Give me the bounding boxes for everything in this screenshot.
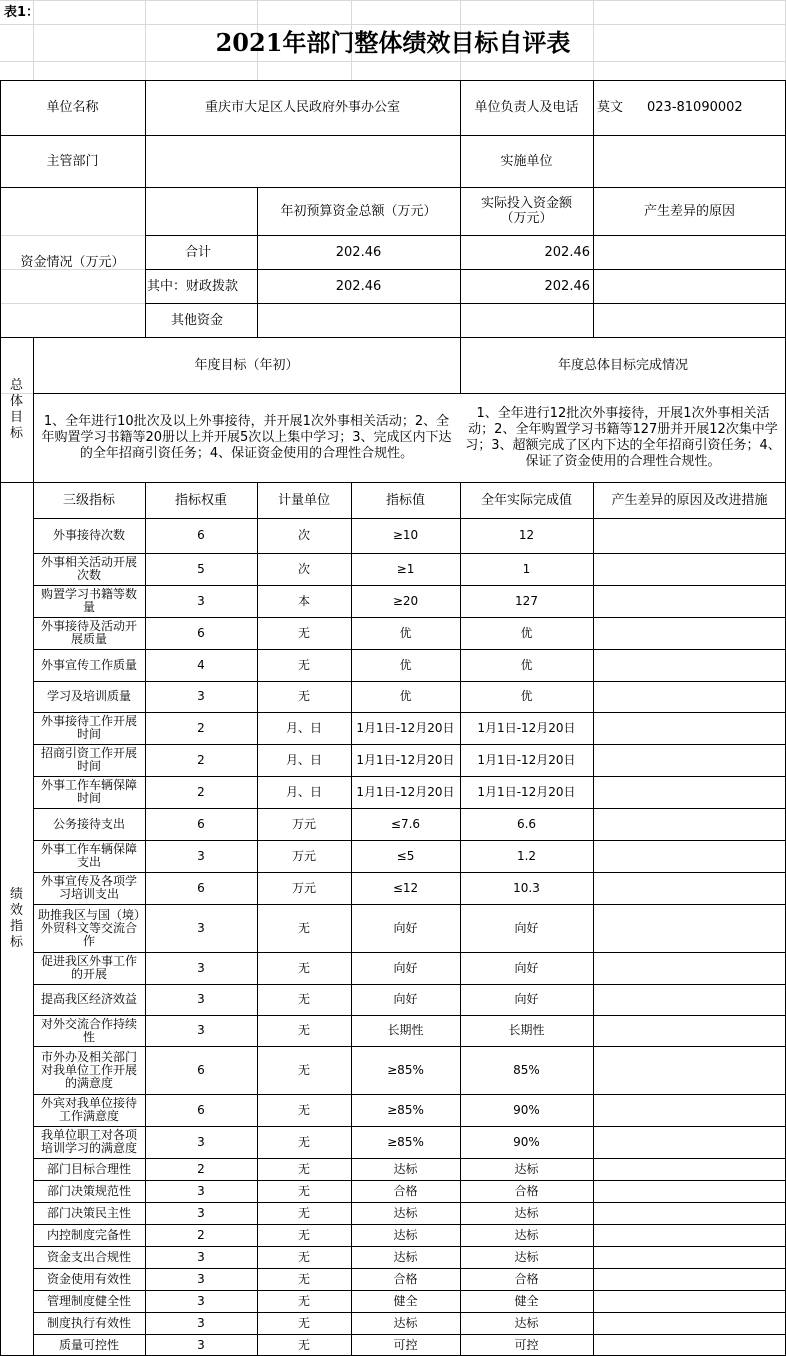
funds-other-label: 其他资金 xyxy=(171,312,224,328)
perf-cell-unit: 万元 xyxy=(291,880,316,895)
perf-cell-weight: 3 xyxy=(197,1205,205,1220)
perf-cell-actual: 1月1日-12月20日 xyxy=(477,720,576,735)
perf-cell-target: 1月1日-12月20日 xyxy=(356,784,455,799)
border-line xyxy=(351,482,352,1356)
perf-cell-reason xyxy=(593,617,786,649)
perf-cell-target: ≤7.6 xyxy=(390,816,421,831)
perf-cell-unit: 无 xyxy=(297,1023,310,1037)
funds-fiscal-actual: 202.46 xyxy=(544,278,590,294)
perf-cell-name: 助推我区与国（境）外贸科文等交流合作 xyxy=(37,907,140,948)
funds-total-budget: 202.46 xyxy=(335,244,382,260)
perf-cell-actual: 10.3 xyxy=(513,880,540,895)
perf-cell-name: 外事接待及活动开展质量 xyxy=(40,619,137,646)
perf-section-label: 绩效指标 xyxy=(9,887,23,950)
perf-cell-weight: 2 xyxy=(197,720,205,735)
overall-section-label: 总体目标 xyxy=(9,377,23,441)
perf-cell-actual: 达标 xyxy=(514,1227,539,1242)
perf-cell-actual: 向好 xyxy=(514,960,539,975)
perf-cell-unit: 月、日 xyxy=(285,720,322,735)
overall-completion-text: 1、全年进行12批次外事接待，开展1次外事相关活动；2、全年购置学习书籍等127册并开展12次集中学习；3、超额完成了区内下达的全年招商引资任务；4、保证了资金使用的合理性合规性。 xyxy=(465,405,781,469)
funds-other-budget xyxy=(257,303,460,337)
perf-cell-reason xyxy=(593,1334,786,1356)
perf-cell-actual: 90% xyxy=(513,1134,540,1149)
border-line xyxy=(145,482,146,1356)
perf-cell-weight: 3 xyxy=(197,1271,205,1286)
perf-cell-target: ≥85% xyxy=(387,1062,424,1077)
unit-name-label: 单位名称 xyxy=(46,100,99,115)
perf-header-reason: 产生差异的原因及改进措施 xyxy=(611,492,768,508)
perf-cell-name: 促进我区外事工作的开展 xyxy=(40,954,137,981)
perf-cell-reason xyxy=(593,681,786,712)
perf-cell-name: 制度执行有效性 xyxy=(46,1315,131,1330)
border-line xyxy=(0,135,786,136)
overall-target-header: 年度目标（年初） xyxy=(194,357,299,373)
perf-cell-weight: 6 xyxy=(197,880,205,895)
perf-cell-weight: 3 xyxy=(197,1315,205,1330)
perf-cell-reason xyxy=(593,1268,786,1290)
overall-completion-header: 年度总体目标完成情况 xyxy=(557,357,688,373)
perf-cell-weight: 2 xyxy=(197,1161,205,1176)
table-caption: 表1： xyxy=(4,4,40,20)
perf-cell-weight: 3 xyxy=(197,1023,205,1037)
supervisor-value xyxy=(145,135,460,187)
perf-cell-actual: 1月1日-12月20日 xyxy=(477,784,576,799)
perf-cell-target: 优 xyxy=(399,689,412,703)
perf-cell-unit: 月、日 xyxy=(285,752,322,767)
supervisor-label: 主管部门 xyxy=(46,153,99,169)
border-line xyxy=(0,187,786,188)
perf-cell-weight: 2 xyxy=(197,752,205,767)
perf-cell-weight: 5 xyxy=(197,561,205,576)
perf-cell-weight: 4 xyxy=(197,657,205,672)
border-line xyxy=(0,482,786,483)
perf-cell-weight: 3 xyxy=(197,1293,205,1308)
border-line xyxy=(257,482,258,1356)
perf-cell-weight: 3 xyxy=(197,960,205,975)
perf-cell-reason xyxy=(593,1094,786,1126)
perf-cell-unit: 次 xyxy=(297,528,310,542)
perf-cell-weight: 6 xyxy=(197,1062,205,1077)
border-line xyxy=(593,482,594,1356)
perf-cell-reason xyxy=(593,1015,786,1046)
perf-cell-target: 合格 xyxy=(393,1183,418,1198)
border-line xyxy=(460,80,461,393)
perf-header-name: 三级指标 xyxy=(62,492,115,508)
border-line xyxy=(0,337,786,338)
perf-cell-weight: 3 xyxy=(197,1134,205,1149)
perf-cell-name: 质量可控性 xyxy=(58,1337,119,1352)
perf-cell-actual: 达标 xyxy=(514,1249,539,1264)
perf-cell-name: 外事宣传及各项学习培训支出 xyxy=(40,874,137,901)
overall-target-text: 1、全年进行10批次及以上外事接待，并开展1次外事相关活动；2、全年购置学习书籍等20册以上并开展5次以上集中学习；3、完成区内下达的全年招商引资任务；4、保证资金使用的合理性合规性。 xyxy=(41,413,452,461)
perf-cell-name: 部门决策民主性 xyxy=(46,1205,131,1220)
perf-header-weight: 指标权重 xyxy=(174,492,227,508)
perf-cell-name: 外宾对我单位接待工作满意度 xyxy=(40,1096,137,1123)
perf-cell-unit: 无 xyxy=(297,1227,310,1242)
perf-cell-weight: 3 xyxy=(197,1337,205,1352)
perf-cell-name: 部门决策规范性 xyxy=(46,1183,131,1198)
perf-cell-name: 招商引资工作开展时间 xyxy=(40,746,137,773)
perf-cell-name: 外事宣传工作质量 xyxy=(40,657,137,672)
perf-cell-target: 达标 xyxy=(393,1227,418,1242)
perf-cell-unit: 本 xyxy=(297,593,310,608)
perf-cell-target: 达标 xyxy=(393,1315,418,1330)
perf-cell-actual: 可控 xyxy=(514,1337,539,1352)
perf-cell-weight: 3 xyxy=(197,920,205,935)
perf-header-unit: 计量单位 xyxy=(277,492,330,508)
perf-cell-unit: 无 xyxy=(297,1183,310,1198)
perf-cell-name: 资金支出合规性 xyxy=(46,1249,131,1264)
contact-person: 莫文 xyxy=(597,100,624,115)
perf-cell-target: 长期性 xyxy=(387,1023,424,1037)
perf-cell-weight: 6 xyxy=(197,528,205,542)
perf-cell-weight: 2 xyxy=(197,784,205,799)
border-line xyxy=(0,80,786,81)
perf-cell-reason xyxy=(593,1290,786,1312)
perf-cell-reason xyxy=(593,1202,786,1224)
perf-cell-reason xyxy=(593,744,786,776)
funds-section-label: 资金情况（万元） xyxy=(20,254,125,270)
perf-cell-reason xyxy=(593,1158,786,1180)
perf-cell-reason xyxy=(593,1126,786,1158)
perf-cell-weight: 6 xyxy=(197,1102,205,1117)
perf-cell-reason xyxy=(593,840,786,872)
perf-cell-unit: 无 xyxy=(297,1293,310,1308)
funds-fiscal-budget: 202.46 xyxy=(335,278,382,294)
perf-cell-reason xyxy=(593,776,786,808)
funds-header-budget: 年初预算资金总额（万元） xyxy=(280,203,437,219)
perf-header-target: 指标值 xyxy=(385,492,425,508)
perf-cell-unit: 无 xyxy=(297,1205,310,1220)
border-line xyxy=(145,235,786,236)
perf-cell-weight: 3 xyxy=(197,848,205,863)
perf-cell-name: 外事接待次数 xyxy=(52,528,125,542)
perf-cell-target: 可控 xyxy=(393,1337,418,1352)
perf-cell-actual: 向好 xyxy=(514,920,539,935)
perf-cell-name: 市外办及相关部门对我单位工作开展的满意度 xyxy=(40,1049,137,1090)
perf-cell-target: 健全 xyxy=(393,1293,418,1308)
funds-header-actual: 实际投入资金额（万元） xyxy=(480,196,572,226)
perf-cell-target: ≥1 xyxy=(396,561,415,576)
perf-cell-target: 达标 xyxy=(393,1205,418,1220)
perf-cell-name: 部门目标合理性 xyxy=(46,1161,131,1176)
perf-cell-weight: 6 xyxy=(197,816,205,831)
perf-cell-target: 向好 xyxy=(393,920,418,935)
perf-cell-actual: 12 xyxy=(518,528,535,542)
perf-cell-unit: 万元 xyxy=(291,848,316,863)
grid-line xyxy=(0,61,786,62)
perf-cell-actual: 优 xyxy=(520,625,533,640)
perf-cell-unit: 无 xyxy=(297,1249,310,1264)
border-line xyxy=(33,393,786,394)
border-line xyxy=(33,337,34,1356)
perf-cell-actual: 达标 xyxy=(514,1205,539,1220)
perf-cell-unit: 无 xyxy=(297,625,310,640)
perf-cell-unit: 无 xyxy=(297,1161,310,1176)
perf-cell-weight: 2 xyxy=(197,1227,205,1242)
perf-cell-unit: 无 xyxy=(297,1062,310,1077)
perf-cell-reason xyxy=(593,712,786,744)
perf-cell-name: 提高我区经济效益 xyxy=(40,992,137,1006)
border-line xyxy=(460,482,461,1356)
funds-total-actual: 202.46 xyxy=(544,244,590,260)
perf-cell-unit: 无 xyxy=(297,992,310,1006)
perf-cell-name: 外事相关活动开展次数 xyxy=(40,555,137,582)
impl-unit-label: 实施单位 xyxy=(500,153,553,169)
perf-cell-actual: 合格 xyxy=(514,1271,539,1286)
funds-other-reason xyxy=(593,303,786,337)
border-line xyxy=(257,187,258,337)
perf-cell-actual: 6.6 xyxy=(516,816,537,831)
perf-cell-target: 合格 xyxy=(393,1271,418,1286)
perf-cell-reason xyxy=(593,808,786,840)
perf-cell-unit: 万元 xyxy=(291,816,316,831)
perf-cell-actual: 90% xyxy=(513,1102,540,1117)
perf-cell-target: ≥10 xyxy=(392,528,419,542)
border-line xyxy=(145,269,786,270)
perf-cell-unit: 无 xyxy=(297,689,310,703)
perf-cell-reason xyxy=(593,1046,786,1094)
contact-value xyxy=(593,80,786,135)
impl-unit-value xyxy=(593,135,786,187)
perf-cell-target: 1月1日-12月20日 xyxy=(356,720,455,735)
perf-cell-weight: 3 xyxy=(197,689,205,703)
perf-cell-actual: 达标 xyxy=(514,1161,539,1176)
perf-cell-target: ≥20 xyxy=(392,593,419,608)
perf-cell-actual: 127 xyxy=(515,593,538,608)
perf-cell-target: 达标 xyxy=(393,1161,418,1176)
perf-cell-name: 学习及培训质量 xyxy=(46,689,131,703)
perf-cell-actual: 达标 xyxy=(514,1315,539,1330)
perf-cell-unit: 无 xyxy=(297,960,310,975)
perf-cell-reason xyxy=(593,518,786,553)
funds-total-label: 合计 xyxy=(185,244,212,260)
perf-cell-name: 我单位职工对各项培训学习的满意度 xyxy=(40,1128,137,1155)
perf-cell-reason xyxy=(593,1312,786,1334)
perf-cell-target: 向好 xyxy=(393,960,418,975)
perf-cell-actual: 1月1日-12月20日 xyxy=(477,752,576,767)
perf-cell-reason xyxy=(593,553,786,585)
perf-cell-actual: 优 xyxy=(520,689,533,703)
perf-cell-reason xyxy=(593,872,786,904)
perf-cell-unit: 无 xyxy=(297,920,310,935)
perf-cell-unit: 无 xyxy=(297,1102,310,1117)
perf-cell-reason xyxy=(593,1180,786,1202)
grid-line xyxy=(0,0,786,1)
perf-cell-target: 向好 xyxy=(393,992,418,1006)
perf-cell-unit: 无 xyxy=(297,1271,310,1286)
perf-cell-weight: 3 xyxy=(197,1183,205,1198)
funds-other-actual xyxy=(460,303,593,337)
perf-cell-name: 公务接待支出 xyxy=(52,816,125,831)
perf-cell-target: 1月1日-12月20日 xyxy=(356,752,455,767)
perf-cell-actual: 85% xyxy=(513,1062,540,1077)
perf-cell-actual: 1 xyxy=(522,561,531,576)
perf-cell-unit: 无 xyxy=(297,1337,310,1352)
perf-cell-weight: 6 xyxy=(197,625,205,640)
perf-cell-name: 资金使用有效性 xyxy=(46,1271,131,1286)
perf-header-actual: 全年实际完成值 xyxy=(480,492,572,508)
border-line xyxy=(593,80,594,337)
perf-cell-unit: 无 xyxy=(297,657,310,672)
perf-cell-weight: 3 xyxy=(197,992,205,1006)
perf-cell-actual: 向好 xyxy=(514,992,539,1006)
perf-cell-name: 购置学习书籍等数量 xyxy=(40,587,137,614)
perf-cell-unit: 次 xyxy=(297,561,310,576)
perf-cell-actual: 合格 xyxy=(514,1183,539,1198)
perf-cell-actual: 优 xyxy=(520,657,533,672)
perf-cell-unit: 月、日 xyxy=(285,784,322,799)
perf-cell-reason xyxy=(593,904,786,952)
funds-fiscal-reason xyxy=(593,269,786,303)
perf-cell-unit: 无 xyxy=(297,1134,310,1149)
perf-cell-name: 外事工作车辆保障时间 xyxy=(40,778,137,805)
perf-cell-name: 内控制度完备性 xyxy=(46,1227,131,1242)
perf-cell-actual: 长期性 xyxy=(508,1023,545,1037)
perf-cell-weight: 3 xyxy=(197,593,205,608)
perf-cell-target: ≤12 xyxy=(392,880,419,895)
perf-cell-reason xyxy=(593,649,786,681)
perf-cell-target: 达标 xyxy=(393,1249,418,1264)
page-title: 2021年部门整体绩效目标自评表 xyxy=(215,28,571,57)
perf-cell-target: ≤5 xyxy=(396,848,415,863)
perf-cell-name: 对外交流合作持续性 xyxy=(40,1016,137,1044)
perf-cell-weight: 3 xyxy=(197,1249,205,1264)
perf-cell-actual: 1.2 xyxy=(516,848,537,863)
perf-cell-target: ≥85% xyxy=(387,1134,424,1149)
funds-fiscal-label: 其中：财政拨款 xyxy=(147,278,239,294)
perf-cell-target: 优 xyxy=(399,657,412,672)
contact-label: 单位负责人及电话 xyxy=(474,100,579,115)
unit-name-value: 重庆市大足区人民政府外事办公室 xyxy=(204,100,400,115)
perf-cell-actual: 健全 xyxy=(514,1293,539,1308)
perf-cell-name: 外事工作车辆保障支出 xyxy=(40,842,137,869)
perf-cell-name: 管理制度健全性 xyxy=(46,1293,131,1308)
border-line xyxy=(145,303,786,304)
perf-cell-reason xyxy=(593,1224,786,1246)
perf-cell-unit: 无 xyxy=(297,1315,310,1330)
perf-cell-name: 外事接待工作开展时间 xyxy=(40,714,137,741)
perf-cell-reason xyxy=(593,984,786,1015)
perf-cell-target: ≥85% xyxy=(387,1102,424,1117)
funds-header-reason: 产生差异的原因 xyxy=(643,203,735,219)
funds-total-reason xyxy=(593,235,786,269)
contact-phone: 023-81090002 xyxy=(647,100,743,115)
perf-cell-reason xyxy=(593,952,786,984)
perf-cell-reason xyxy=(593,585,786,617)
perf-cell-reason xyxy=(593,1246,786,1268)
border-line xyxy=(145,80,146,337)
perf-cell-target: 优 xyxy=(399,625,412,640)
border-line xyxy=(0,80,1,1356)
